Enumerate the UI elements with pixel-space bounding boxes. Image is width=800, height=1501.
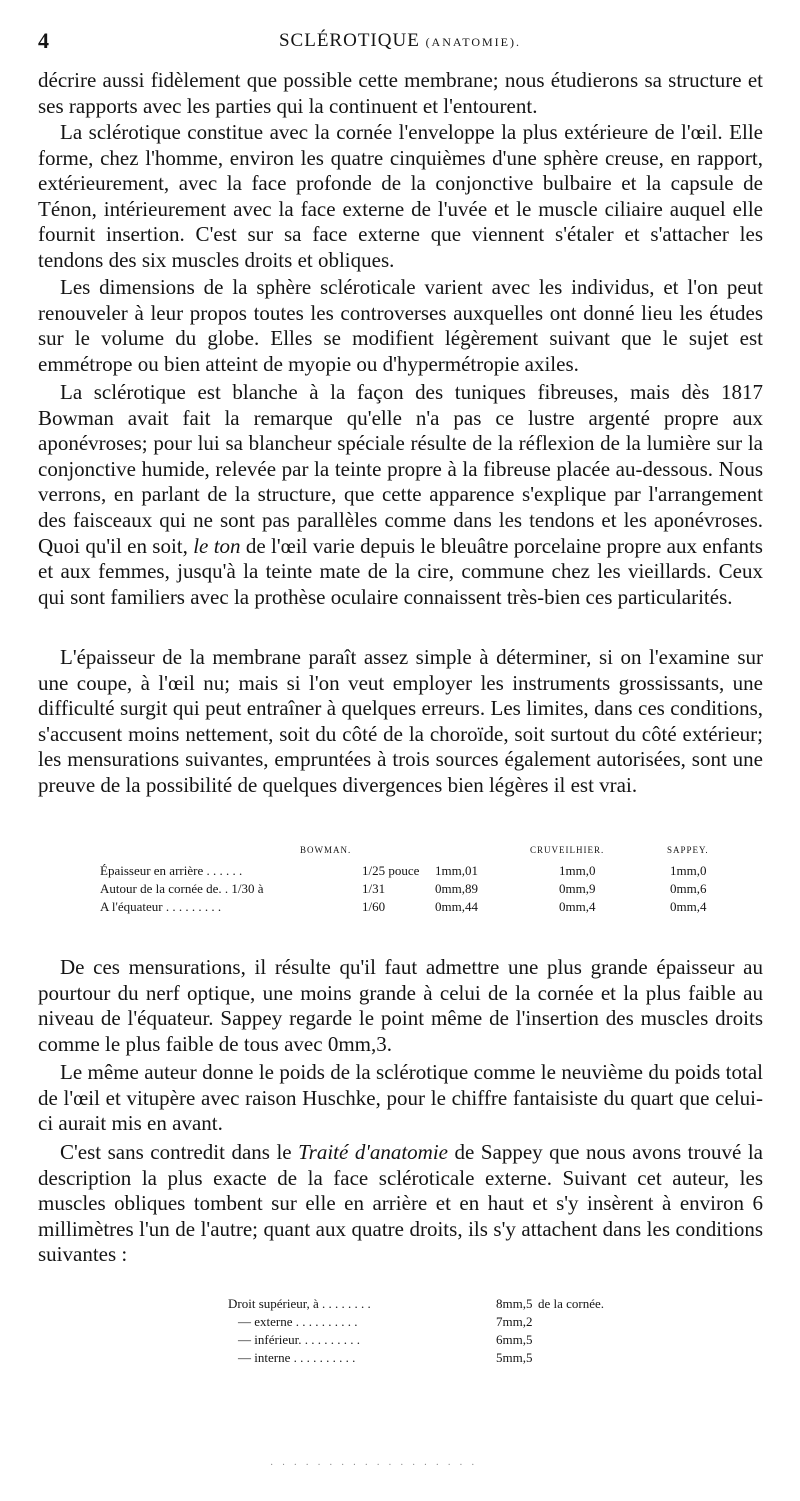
table-row: Autour de la cornée de. . 1/30 à 1/31 0mm,89 0mm,9 0mm,6: [100, 881, 707, 896]
running-title: [38, 30, 762, 52]
paragraph-2: La sclérotique constitue avec la cornée l'enveloppe la plus extérieure de l'œil. Elle forme, chez l'homme, environ les quatre cinquièmes d'une sphère creuse, en rapport, extérieurement, avec la face profonde de la conjonctive bulbaire et la capsule de Ténon, intérieurement avec la face externe de l'uvée et le muscle ciliaire auquel elle fournit insertion. C'est sur sa face externe que viennent s'étaler et s'attacher les tendons des six muscles droits et obliques.: [38, 120, 763, 272]
running-title-sub: (ANATOMIE).: [425, 35, 521, 49]
paragraph-8: C'est sans contredit dans le Traité d'anatomie de Sappey que nous avons trouvé la description la plus exacte de la face scléroticale externe. Suivant cet auteur, les muscles obliques tombent sur elle en arrière et en haut et s'y insèrent à environ 6 millimètres l'un de l'autre; quant aux quatre droits, ils s'y attachent dans les conditions suivantes :: [38, 1140, 763, 1267]
table-row: — inférieur. . . . . . . . . . 6mm,5: [238, 1332, 533, 1347]
page-number: 4: [38, 28, 49, 53]
page-header: [38, 28, 762, 56]
paragraph-4: La sclérotique est blanche à la façon des tuniques fibreuses, mais dès 1817 Bowman avait fait la remarque qu'elle n'a pas ce lustre argenté propre aux aponévroses; pour lui sa blancheur spéciale résulte de la réflexion de la lumière sur la conjonctive humide, relevée par la teinte propre à la fibreuse placée au-dessous. Nous verrons, en parlant de la structure, que cette apparence s'explique par l'arrangement des faisceaux qui ne sont pas parallèles comme dans les tendons et les aponévroses. Quoi qu'il en soit, le ton de l'œil varie depuis le bleuâtre porcelaine propre aux enfants et aux femmes, jusqu'à la teinte mate de la cire, commune chez les vieillards. Ceux qui sont familiers avec la prothèse oculaire connaissent très-bien ces particularités.: [38, 380, 763, 609]
column-header-cruveilhier: CRUVEILHIER.: [530, 845, 605, 855]
table-row: — externe . . . . . . . . . . 7mm,2: [238, 1314, 533, 1329]
footer-ornament: · · · · · · · · · · · · · · · · · ·: [270, 1460, 478, 1471]
running-title-main: SCLÉROTIQUE: [278, 30, 420, 51]
paragraph-1: décrire aussi fidèlement que possible cette membrane; nous étudierons sa structure et ses rapports avec les parties qui la continuent et l'entourent.: [38, 68, 763, 118]
emphasis-traite-d-anatomie: Traité d'anatomie: [298, 1140, 448, 1164]
column-header-bowman: BOWMAN.: [300, 845, 352, 855]
table-row: — interne . . . . . . . . . . 5mm,5: [238, 1350, 533, 1365]
emphasis-le-ton: le ton: [193, 533, 241, 558]
table-row: Épaisseur en arrière . . . . . . 1/25 pouce 1mm,01 1mm,0 1mm,0: [100, 863, 707, 878]
paragraph-7: Le même auteur donne le poids de la sclérotique comme le neuvième du poids total de l'œil et vitupère avec raison Huschke, pour le chiffre fantaisiste du quart que celui-ci aurait mis en avant.: [38, 1060, 763, 1136]
table-row: Droit supérieur, à . . . . . . . . 8mm,5 de la cornée.: [228, 1296, 605, 1311]
column-header-sappey: SAPPEY.: [667, 845, 709, 855]
paragraph-6: De ces mensurations, il résulte qu'il faut admettre une plus grande épaisseur au pourtour du nerf optique, une moins grande à celui de la cornée et la plus faible au niveau de l'équateur. Sappey regarde le point même de l'insertion des muscles droits comme le plus faible de tous avec 0mm,3.: [38, 955, 763, 1056]
paragraph-3: Les dimensions de la sphère scléroticale varient avec les individus, et l'on peut renouveler à leur propos toutes les controverses auxquelles ont donné lieu les études sur le volume du globe. Elles se modifient légèrement suivant que le sujet est emmétrope ou bien atteint de myopie ou d'hypermétropie axiles.: [38, 275, 763, 376]
unit-note: de la cornée.: [538, 1296, 605, 1311]
table-row: A l'équateur . . . . . . . . . 1/60 0mm,44 0mm,4 0mm,4: [100, 899, 707, 914]
paragraph-5: L'épaisseur de la membrane paraît assez simple à déterminer, si on l'examine sur une coupe, à l'œil nu; mais si l'on veut employer les instruments grossissants, une difficulté surgit qui peut entraîner à quelques erreurs. Les limites, dans ces conditions, s'accusent moins nettement, soit du côté de la choroïde, soit surtout du côté extérieur; les mensurations suivantes, empruntées à trois sources également autorisées, sont une preuve de la possibilité de quelques divergences bien légères il est vrai.: [38, 645, 763, 797]
